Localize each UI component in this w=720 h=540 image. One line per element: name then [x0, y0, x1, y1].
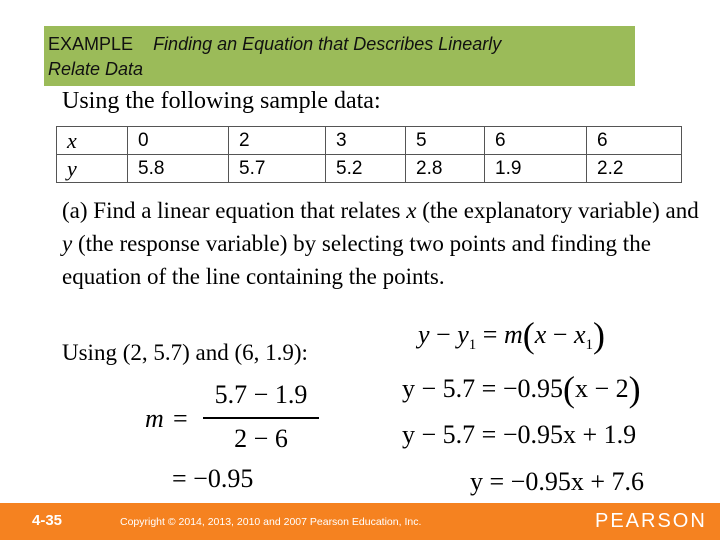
pearson-logo: PEARSON [595, 510, 707, 532]
equation-line-2: y − 5.7 = −0.95(x − 2) [402, 369, 641, 409]
point-slope-formula: $y - y_1 = m(x - x_1)$ [418, 315, 605, 355]
slope-m: m [145, 404, 164, 433]
slope-fraction [145, 380, 325, 460]
table-cell: 3 [326, 127, 406, 155]
table-cell: 6 [587, 127, 682, 155]
table-cell: 5.2 [326, 155, 406, 183]
copyright-text: Copyright © 2014, 2013, 2010 and 2007 Pearson Education, Inc. [120, 516, 422, 528]
question-text [62, 194, 702, 293]
slope-result: = −0.95 [172, 464, 254, 493]
row-header-x: x [57, 127, 128, 155]
eq2-left: y − 5.7 = −0.95 [402, 374, 563, 403]
title-banner [44, 26, 635, 86]
sym-sub: 1 [585, 337, 593, 354]
footer-bar [0, 503, 720, 540]
sym-m: m [503, 320, 523, 349]
banner-title [48, 32, 501, 82]
table-cell: 1.9 [485, 155, 587, 183]
slide-number: 4-35 [32, 512, 63, 529]
slope-equals: = [173, 404, 188, 433]
table-cell: 6 [485, 127, 587, 155]
question-part-2: (the explanatory variable) and [416, 198, 699, 223]
question-part-3: (the response variable) by selecting two points and finding the equation of the line containing the points. [62, 231, 651, 289]
eq2-inner: x − 2 [575, 374, 629, 403]
table-cell: 2.2 [587, 155, 682, 183]
table-cell: 0 [128, 127, 229, 155]
intro-text: Using the following sample data: [62, 88, 381, 114]
question-part-1: (a) Find a linear equation that relates [62, 198, 407, 223]
sample-data-table [56, 126, 682, 183]
banner-title-line2: Relate Data [48, 59, 144, 79]
slope-denominator: 2 − 6 [234, 424, 288, 453]
sym-x: x [534, 320, 547, 349]
fraction-bar [203, 417, 319, 419]
using-points-text: Using (2, 5.7) and (6, 1.9): [62, 340, 308, 365]
equation-line-4: y = −0.95x + 7.6 [470, 467, 644, 496]
var-x: x [406, 198, 417, 223]
example-label: EXAMPLE [48, 34, 134, 54]
slope-numerator: 5.7 − 1.9 [214, 380, 308, 409]
sym-y1: y [457, 320, 469, 349]
table-cell: 2.8 [406, 155, 485, 183]
table-cell: 5.7 [229, 155, 326, 183]
table-row-y [57, 155, 682, 183]
banner-title-line1: Finding an Equation that Describes Linearly [153, 34, 502, 54]
table-row-x [57, 127, 682, 155]
table-cell: 5.8 [128, 155, 229, 183]
sym-sub: 1 [468, 337, 477, 354]
table-cell: 5 [406, 127, 485, 155]
table-cell: 2 [229, 127, 326, 155]
sym-minus: − [429, 320, 458, 349]
sym-y: y [418, 320, 430, 349]
equation-line-3: y − 5.7 = −0.95x + 1.9 [402, 420, 637, 449]
sym-eq: = [476, 320, 504, 349]
sym-x1: x [573, 320, 586, 349]
var-y: y [62, 231, 73, 256]
row-header-y: y [57, 155, 128, 183]
